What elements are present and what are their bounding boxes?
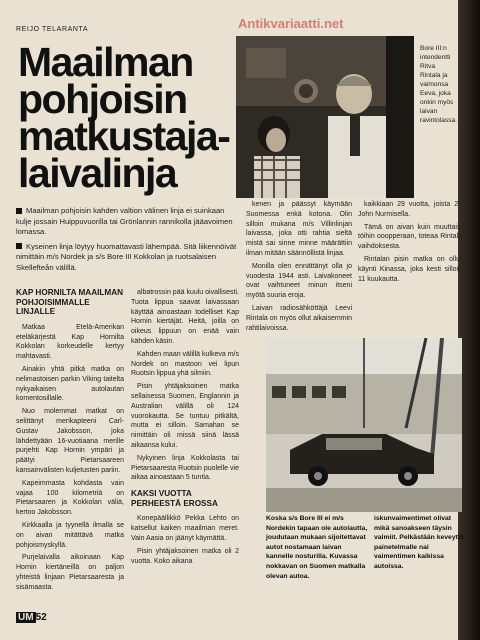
lead-paragraphs [16, 206, 238, 278]
lead-paragraph: Kyseinen linja löytyy huomattavasti lähempää. Sitä liikennöivät nimittäin m/s Nordek ja s/s Bore III Kokkolan ja ruotsalaisen Skellefteån välillä. [16, 241, 237, 272]
body-paragraph: Rintalan pisin matka on ollut käynti Kinassa, joka kesti silloin 11 kuukautta. [358, 255, 462, 283]
photo-caption: Bore III:n intendentti Ritva Rintala ja vaimonsa Eeva, joka onkin myös laivan ravintolassa. [420, 45, 458, 124]
photo-caption: Koska s/s Bore III ei m/s Nordekin tapaan ole autolautta, joudutaan mukaan sijoitettavat autot nostamaan laivan kannelle nosturilla. Kuvassa nokkavan on Suomen matkalla olevan autoa. [266, 515, 368, 580]
headline-line: laivalinja [18, 150, 177, 196]
watermark-text: Antikvariaatti.net [238, 16, 344, 31]
headline-line: matkustaja- [18, 113, 230, 159]
author-byline: REIJO TELARANTA [16, 26, 89, 33]
body-paragraph: Monilla olen ennättänyt olla jo vuodesta 1944 asti. Laivakoneet ovat vaihtuneet minun itseni myötä suuria eroja. [246, 262, 352, 300]
article-column-2 [131, 288, 239, 608]
crew-photo [236, 36, 414, 198]
bullet-square-icon [16, 208, 22, 214]
body-paragraph: Pisin yhtäjaksoinen matka oli 2 vuotta. Koko aikana [131, 547, 239, 565]
lead-paragraph: Maailman pohjoisin kahden valtion välinen linja ei suinkaan kulje jossain Huippuvuorilla tai Grönlannin rannikolla jääavoimen lomassa. [16, 206, 233, 237]
body-paragraph: Kahden maan välillä kulkeva m/s Nordek on mastoon vei lipun Ruotsin lippua yhä silmiin. [131, 350, 239, 378]
headline-line: Maailman [18, 39, 193, 85]
crew-photo-image [236, 36, 414, 198]
body-paragraph: Kapeimmasta kohdasta vain vajaa 100 kilometriä on Pietarsaaren ja Kokkolan väliä, kertoo Jakobsson. [16, 479, 124, 517]
body-paragraph: Purjelaivalla aikoinaan Kap Hornin kiertäneillä on paljon yhteistä linjaan Pietarsaaresta ja sisämaasta. [16, 554, 124, 591]
headline [18, 39, 234, 196]
body-paragraph: Nykyinen linja Kokkolasta tai Pietarsaaresta Ruotsin puolelle vie aikaa ainoastaan 5 tuntia. [131, 454, 239, 482]
headline-line: pohjoisin [18, 76, 187, 122]
photo-caption: iskunvaimentimet olivat mikä sanoakseen täysin valmiit. Pelkästään keveyttä painetelmalle nai vaimentimen kaikissa autoissa. [374, 515, 464, 570]
body-paragraph: kenen ja päässyt käymään Suomessa enkä kotona. Olin silloin mukana m/s Villinlinjan laivassa, joka otti rahtia sieltä mistä sai sinne minne määrättiin ilman mitään säännöllistä linjaa. [246, 201, 352, 257]
body-paragraph: Tämä on aivan kuin muuttaisi töihin ooopperaan, toteaa Rintala vaihdoksesta. [358, 223, 462, 251]
subheading: KAP HORNILTA MAAILMAN POHJOISIMMALLE LINJALLE [16, 288, 124, 317]
bullet-square-icon [16, 243, 22, 249]
page-number-value: 52 [35, 612, 47, 623]
car-loading-photo [266, 338, 462, 512]
body-paragraph: Konepäällikkö Pekka Lehto on katsellut kaiken maailman meret. Vain Aasia on jäänyt käymättä. [131, 515, 239, 542]
magazine-logo: UM [18, 612, 34, 623]
article-column-4 [358, 200, 462, 336]
body-paragraph: Matkaa Etelä-Amerikan eteläkärjestä Kap Hornilta Kokkolan korkeudelle kertyy mahtavasti. [16, 323, 124, 361]
body-paragraph: albatrossin pää kuulu oivallisesti. Tuota lippua saavat laivassaan käyttää ainoastaan todelliset Kap Hornin kiertäjät. Heitä, joilla on oikeus lippuun on enää vain kähden käsin. [131, 289, 239, 345]
subheading: KAKSI VUOTTA PERHEESTÄ EROSSA [131, 489, 218, 508]
body-paragraph: kaikkiaan 29 vuotta, joista 26 John Nurmisella. [358, 201, 462, 218]
body-paragraph: Kirkkaalla ja tyynellä ilmalla se on aivan mitättävä matka pohjoismyskyllä. [16, 521, 124, 549]
body-paragraph: Laivan radiosähköttäjä Leevi Rintala on myös ollut aikaisemmin rahtilaivoissa. [246, 304, 352, 332]
body-paragraph: Nuo molemmat matkat on selittänyt merikapteeni Carl-Gustav Jakobsson, joka lähdettyään 16-vuotiaana merille purjehti Kap Hornin ympäri ja päätyi Pietarsaareen kansainvälisten kuljetusten pariin. [16, 408, 124, 474]
body-paragraph: Ainakin yhtä pitkä matka on nelimastoisen parkin Viking taitelta nykyaikaisen autolautan komentosillalle. [16, 365, 124, 403]
page-number [16, 612, 47, 623]
body-paragraph: Pisin yhtäjaksoinen matka sellaisessa Suomen, Englannin ja Australian välillä oli 124 vuorokautta. Se tuntuu pitkältä, mutta ei silloin. Samahan se nimittäin oli missä siinä lässä aikaansa kului. [131, 383, 239, 449]
article-column-1 [16, 288, 124, 608]
car-loading-image [266, 338, 462, 512]
